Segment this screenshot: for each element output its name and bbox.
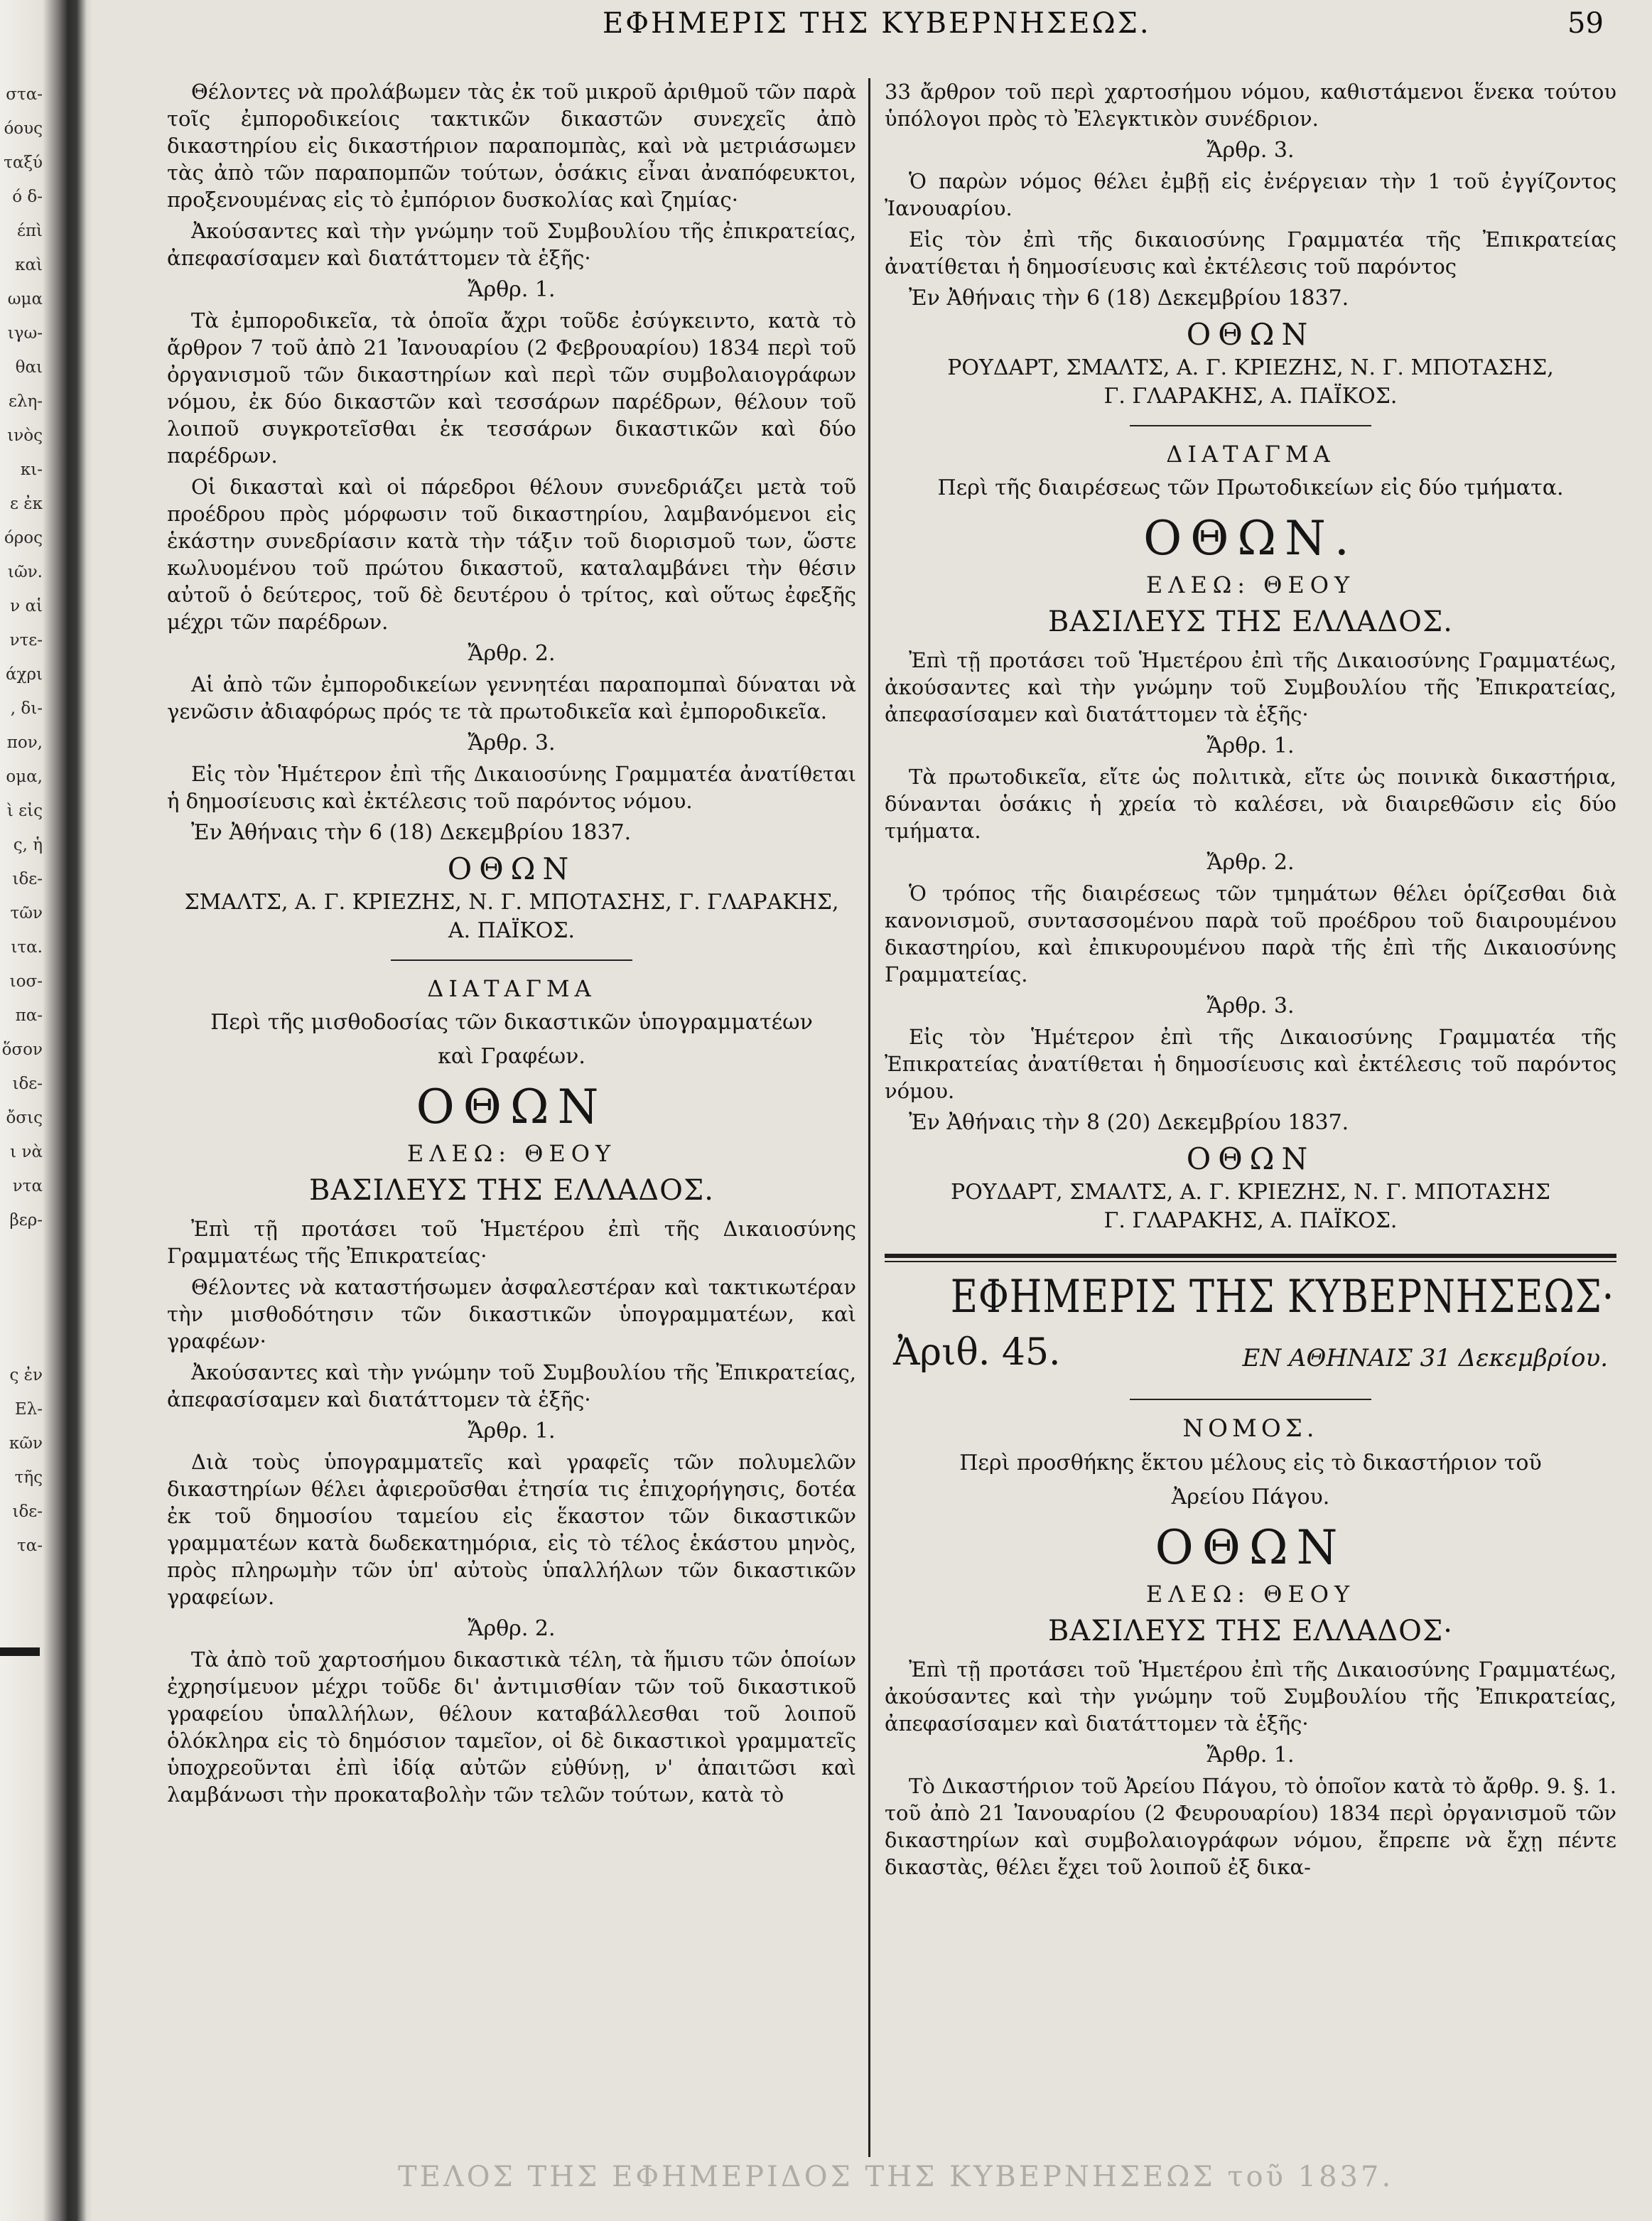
gutter-fragment: Ελ- xyxy=(14,1400,43,1419)
masthead-rule xyxy=(885,1261,1616,1262)
page-number: 59 xyxy=(1567,7,1604,40)
article-paragraph: Εἰς τὸν ἐπὶ τῆς δικαιοσύνης Γραμματέα τῆς Ἐπικρατείας ἀνατίθεται ἡ δημοσίευσις καὶ ἐκτέλεσις τοῦ παρόντος xyxy=(885,227,1616,279)
gutter-fragment: ιτα. xyxy=(11,938,43,957)
masthead-title: ΕΦΗΜΕΡΙΣ ΤΗΣ ΚΥΒΕΡΝΗΣΕΩΣ· xyxy=(950,1271,1615,1323)
king-signature: ΟΘΩΝ xyxy=(447,851,576,886)
gutter-fragment: βερ- xyxy=(9,1211,43,1230)
gutter-fragment: στα- xyxy=(6,85,43,104)
gutter-fragment: άχρι xyxy=(5,665,43,684)
king-of-greece: ΒΑΣΙΛΕΥΣ ΤΗΣ ΕΛΛΑΔΟΣ· xyxy=(1048,1615,1453,1647)
gutter-fragment: τα- xyxy=(16,1537,43,1555)
show-through-footer: ΤΕΛΟΣ ΤΗΣ ΕΦΗΜΕΡΙΔΟΣ ΤΗΣ ΚΥΒΕΡΝΗΣΕΩΣ τοῦ 1837. xyxy=(398,2161,1394,2193)
gutter-fragment: ι νὰ xyxy=(10,1143,43,1161)
article-heading: Ἄρθρ. 1. xyxy=(1206,1743,1295,1768)
gutter-fragment: , δι- xyxy=(10,699,43,718)
gutter-fragment: ς, ἡ xyxy=(13,836,43,854)
gutter-fragment: όρος xyxy=(4,529,43,547)
gutter-fragment: πα- xyxy=(15,1006,43,1025)
issue-row xyxy=(885,1328,1616,1384)
gutter-fragment: ιδε- xyxy=(12,870,43,888)
gutter-fragment: πον, xyxy=(6,733,43,752)
decree-subject: Περὶ τῆς διαιρέσεως τῶν Πρωτοδικείων εἰς δύο τμήματα. xyxy=(937,475,1564,500)
gutter-fragment: ν αἱ xyxy=(10,597,43,615)
gutter-fragment: όους xyxy=(4,119,43,138)
masthead-rule xyxy=(885,1254,1616,1258)
signatories-line: Γ. ΓΛΑΡΑΚΗΣ, Α. ΠΑΪΚΟΣ. xyxy=(1103,384,1398,409)
law-title: ΝΟΜΟΣ. xyxy=(1182,1414,1319,1443)
king-signature: ΟΘΩΝ xyxy=(1186,317,1315,352)
gutter-fragment: κι- xyxy=(20,461,43,479)
intro-paragraph: Ἀκούσαντες καὶ τὴν γνώμην τοῦ Συμβουλίου τῆς ἐπικρατείας, ἀπεφασίσαμεν καὶ διατάττομεν τὰ ἑξῆς· xyxy=(167,219,856,270)
article-paragraph: Ὁ τρόπος τῆς διαιρέσεως τῶν τμημάτων θέλει ὁρίζεσθαι διὰ κανονισμοῦ, συντασσομένου παρὰ τοῦ προέδρου τοῦ διαιρουμένου δικαστηρίου, καὶ ἐπικυρουμένου παρὰ τῆς ἐπὶ τῆς Δικαιοσύνης Γραμματείας. xyxy=(885,881,1616,986)
gutter-fragment: ιῶν. xyxy=(7,563,43,581)
issue-number: Ἀριθ. 45. xyxy=(893,1331,1061,1374)
gutter-fragment: ωμα xyxy=(7,290,43,308)
king-name: ΟΘΩΝ xyxy=(1155,1520,1346,1575)
gutter-fragment: τῆς xyxy=(14,1468,43,1487)
gutter-fragment: ινὸς xyxy=(7,426,43,445)
article-heading: Ἄρθρ. 2. xyxy=(468,1616,556,1641)
section-rule xyxy=(1130,425,1371,426)
gutter-fragment: θαι xyxy=(15,358,43,377)
decree-paragraph: Θέλοντες νὰ καταστήσωμεν ἀσφαλεστέραν καὶ τακτικωτέραν τὴν μισθοδότησιν τῶν δικαστικῶν ὑπογραμματέων, καὶ γραφέων· xyxy=(167,1275,856,1353)
gutter-fragment: ιοσ- xyxy=(9,972,43,991)
decree-paragraph: Ἀκούσαντες καὶ τὴν γνώμην τοῦ Συμβουλίου τῆς Ἐπικρατείας, ἀπεφασίσαμεν καὶ διατάττομεν τὰ ἑξῆς· xyxy=(167,1360,856,1411)
gutter-fragment: ελη- xyxy=(8,392,43,411)
king-name: ΟΘΩΝ xyxy=(416,1080,608,1134)
article-paragraph: Αἱ ἀπὸ τῶν ἐμποροδικείων γεννητέαι παραπομπαὶ δύναται νὰ γενῶσιν ἀδιαφόρως πρός τε τὰ πρωτοδικεῖα καὶ ἐμποροδικεῖα. xyxy=(167,672,856,724)
gutter-fragment: ιδε- xyxy=(12,1502,43,1521)
article-heading: Ἄρθρ. 1. xyxy=(468,1419,556,1443)
gutter-fragment: ὄσις xyxy=(6,1109,43,1127)
gutter-fragment: ὅσον xyxy=(1,1040,43,1059)
article-heading: Ἄρθρ. 3. xyxy=(1206,138,1295,163)
law-paragraph: Ἐπὶ τῇ προτάσει τοῦ Ἡμετέρου ἐπὶ τῆς Δικαιοσύνης Γραμματέως, ἀκούσαντες καὶ τὴν γνώμην τοῦ Συμβουλίου τῆς Ἐπικρατείας, ἀπεφασίσαμεν καὶ διατάττομεν τὰ ἑξῆς· xyxy=(885,1657,1616,1736)
article-heading: Ἄρθρ. 2. xyxy=(1206,850,1295,875)
article-paragraph: Διὰ τοὺς ὑπογραμματεῖς καὶ γραφεῖς τῶν πολυμελῶν δικαστηρίων θέλει ἀφιεροῦσθαι ἐτησία τις ἐπιχορήγησις, δοτέα ἐκ τοῦ δημοσίου ταμείου εἰς ἕκαστον τῶν δικαστικῶν γραμματέων κατὰ δωδεκατημόρια, εἰς τὸ τέλος ἑκάστου μηνὸς, πρὸς πληρωμὴν τῶν ὑπ' αὐτοὺς ὑπαλλήλων τῶν δικαστικῶν γραφείων. xyxy=(167,1450,856,1609)
gutter-fragment: τῶν xyxy=(10,904,43,923)
issue-date: ΕΝ ΑΘΗΝΑΙΣ 31 Δεκεμβρίου. xyxy=(1242,1344,1608,1372)
gutter-fragment: ὶ εἰς xyxy=(6,802,43,820)
gutter-fragment: κῶν xyxy=(9,1434,43,1453)
king-name: ΟΘΩΝ. xyxy=(1143,511,1358,566)
gutter-mark xyxy=(0,1647,40,1656)
gutter-fragment: ντε- xyxy=(9,631,43,650)
decree-title: ΔΙΑΤΑΓΜΑ xyxy=(427,975,596,1002)
signatories-line: ΡΟΥΔΑΡΤ, ΣΜΑΛΤΣ, Α. Γ. ΚΡΙΕΖΗΣ, Ν. Γ. ΜΠΟΤΑΣΗΣ xyxy=(951,1180,1550,1205)
decree-paragraph: Ἐπὶ τῇ προτάσει τοῦ Ἡμετέρου ἐπὶ τῆς Δικαιοσύνης Γραμματέως τῆς Ἐπικρατείας· xyxy=(167,1217,856,1268)
gutter-fragment: ντα xyxy=(12,1177,43,1195)
signatories-line: ΣΜΑΛΤΣ, Α. Γ. ΚΡΙΕΖΗΣ, Ν. Γ. ΜΠΟΤΑΣΗΣ, Γ. ΓΛΑΡΑΚΗΣ, xyxy=(184,890,839,915)
decree-date: Ἐν Ἀθήναις τὴν 6 (18) Δεκεμβρίου 1837. xyxy=(909,286,1349,311)
by-grace-of-god: ΕΛΕΩ: ΘΕΟΥ xyxy=(1145,1581,1356,1608)
gutter-fragment: ιγω- xyxy=(7,324,43,343)
by-grace-of-god: ΕΛΕΩ: ΘΕΟΥ xyxy=(1145,571,1356,598)
decree-title: ΔΙΑΤΑΓΜΑ xyxy=(1166,441,1335,468)
article-heading: Ἄρθρ. 3. xyxy=(1206,994,1295,1018)
gutter-fragment: ε ἐκ xyxy=(10,495,43,513)
decree-subject: καὶ Γραφέων. xyxy=(438,1044,585,1069)
decree-date: Ἐν Ἀθήναις τὴν 8 (20) Δεκεμβρίου 1837. xyxy=(909,1110,1349,1135)
article-paragraph: Τὰ πρωτοδικεῖα, εἴτε ὡς πολιτικὰ, εἴτε ὡς ποινικὰ δικαστήρια, δύνανται ὁσάκις ἡ χρεία τὸ καλέσει, νὰ διαιρεθῶσιν εἰς δύο τμήματα. xyxy=(885,765,1616,843)
king-of-greece: ΒΑΣΙΛΕΥΣ ΤΗΣ ΕΛΛΑΔΟΣ. xyxy=(1048,606,1453,638)
article-paragraph: Τὰ ἐμποροδικεῖα, τὰ ὁποῖα ἄχρι τοῦδε ἐσύγκειντο, κατὰ τὸ ἄρθρον 7 τοῦ ἀπὸ 21 Ἰανουαρίου (2 Φεβρουαρίου) 1834 περὶ τοῦ ὀργανισμοῦ τῶν δικαστηρίων καὶ περὶ τῶν συμβολαιογράφων νόμου, ἐκ δύο δικαστῶν καὶ τεσσάρων παρέδρων, θέλουν τοῦ λοιποῦ συγκροτεῖσθαι ἐκ τεσσάρων δικαστικῶν καὶ δύο παρέδρων. xyxy=(167,308,856,468)
article-paragraph: Τὰ ἀπὸ τοῦ χαρτοσήμου δικαστικὰ τέλη, τὰ ἥμισυ τῶν ὁποίων ἐχρησίμευον μέχρι τοῦδε δι' ἀντιμισθίαν τῶν τοῦ δικαστικοῦ γραφείου ὑπαλλήλων, θέλουν καταβάλλεσθαι τοῦ λοιποῦ ὁλόκληρα εἰς τὸ δημόσιον ταμεῖον, οἱ δὲ δικαστικοὶ γραμματεῖς ὑποχρεοῦνται ἐπὶ ἰδίᾳ αὐτῶν εὐθύνῃ, ν' ἀπαιτῶσι καὶ λαμβάνωσι τὴν προκαταβολὴν τῶν τελῶν τούτων, κατὰ τὸ xyxy=(167,1647,856,1807)
right-column xyxy=(885,78,1616,1885)
law-subject: Περὶ προσθήκης ἕκτου μέλους εἰς τὸ δικαστήριον τοῦ xyxy=(959,1451,1542,1475)
continued-paragraph: 33 ἄρθρον τοῦ περὶ χαρτοσήμου νόμου, καθιστάμενοι ἕνεκα τούτου ὑπόλογοι πρὸς τὸ Ἐλεγκτικὸν συνέδριον. xyxy=(885,80,1616,131)
article-heading: Ἄρθρ. 3. xyxy=(468,731,556,755)
king-signature: ΟΘΩΝ xyxy=(1186,1141,1315,1176)
gutter-fragment: ό δ- xyxy=(12,188,43,206)
decree-date: Ἐν Ἀθήναις τὴν 6 (18) Δεκεμβρίου 1837. xyxy=(191,820,632,845)
signatories-line: ΡΟΥΔΑΡΤ, ΣΜΑΛΤΣ, Α. Γ. ΚΡΙΕΖΗΣ, Ν. Γ. ΜΠΟΤΑΣΗΣ, xyxy=(947,355,1554,380)
signatories-line: Α. ΠΑΪΚΟΣ. xyxy=(448,918,576,943)
article-heading: Ἄρθρ. 1. xyxy=(468,277,556,302)
article-paragraph: Τὸ Δικαστήριον τοῦ Ἀρείου Πάγου, τὸ ὁποῖον κατὰ τὸ ἄρθρ. 9. §. 1. τοῦ ἀπὸ 21 Ἰανουαρίου (2 Φευρουαρίου) 1834 περὶ ὀργανισμοῦ τῶν δικαστηρίων καὶ συμβολαιογράφων νόμου, ἔπρεπε νὰ ἔχῃ πέντε δικαστὰς, θέλει ἔχει τοῦ λοιποῦ ἐξ δικα- xyxy=(885,1774,1616,1879)
by-grace-of-god: ΕΛΕΩ: ΘΕΟΥ xyxy=(406,1140,617,1167)
gutter-fragment: καὶ xyxy=(15,256,43,274)
article-heading: Ἄρθρ. 2. xyxy=(468,641,556,666)
gutter-fragment: ομα, xyxy=(6,768,43,786)
gutter-fragment: ταξύ xyxy=(4,154,43,172)
article-paragraph: Εἰς τὸν Ἡμέτερον ἐπὶ τῆς Δικαιοσύνης Γραμματέα τῆς Ἐπικρατείας ἀνατίθεται ἡ δημοσίευσις καὶ ἐκτέλεσις τοῦ παρόντος νόμου. xyxy=(885,1025,1616,1103)
gutter-fragment: έπὶ xyxy=(16,222,43,240)
column-divider xyxy=(868,78,870,2157)
left-column xyxy=(167,78,856,1812)
decree-subject: Περὶ τῆς μισθοδοσίας τῶν δικαστικῶν ὑπογραμματέων xyxy=(210,1010,813,1035)
article-paragraph: Οἱ δικασταὶ καὶ οἱ πάρεδροι θέλουν συνεδριάζει μετὰ τοῦ προέδρου πρὸς μόρφωσιν τοῦ δικαστηρίου, λαμβανόμενοι εἰς ἑκάστην συνεδρίασιν κατὰ τὴν τάξιν τοῦ διορισμοῦ των, ὥστε κωλυομένου τοῦ πρώτου δικαστοῦ, καταλαμβάνει τὴν θέσιν αὐτοῦ ὁ δεύτερος, τοῦ δὲ δευτέρου ὁ τρίτος, καὶ οὕτως ἐφεξῆς μέχρι τῶν παρέδρων. xyxy=(167,475,856,634)
running-header: ΕΦΗΜΕΡΙΣ ΤΗΣ ΚΥΒΕΡΝΗΣΕΩΣ. xyxy=(603,7,1151,40)
article-paragraph: Εἰς τὸν Ἡμέτερον ἐπὶ τῆς Δικαιοσύνης Γραμματέα ἀνατίθεται ἡ δημοσίευσις καὶ ἐκτέλεσις τοῦ παρόντος νόμου. xyxy=(167,762,856,813)
section-rule xyxy=(391,959,632,961)
gutter-fragment: ιδε- xyxy=(12,1075,43,1093)
article-paragraph: Ὁ παρὼν νόμος θέλει ἐμβῇ εἰς ἐνέργειαν τὴν 1 τοῦ ἐγγίζοντος Ἰανουαρίου. xyxy=(885,169,1616,220)
decree-paragraph: Ἐπὶ τῇ προτάσει τοῦ Ἡμετέρου ἐπὶ τῆς Δικαιοσύνης Γραμματέως, ἀκούσαντες καὶ τὴν γνώμην τοῦ Συμβουλίου τῆς Ἐπικρατείας, ἀπεφασίσαμεν καὶ διατάττομεν τὰ ἑξῆς· xyxy=(885,648,1616,726)
king-of-greece: ΒΑΣΙΛΕΥΣ ΤΗΣ ΕΛΛΑΔΟΣ. xyxy=(309,1174,714,1207)
gutter-fragment: ς ἐν xyxy=(9,1366,43,1384)
signatories-line: Γ. ΓΛΑΡΑΚΗΣ, Α. ΠΑΪΚΟΣ. xyxy=(1103,1208,1398,1233)
law-subject: Ἀρείου Πάγου. xyxy=(1171,1485,1330,1510)
article-heading: Ἄρθρ. 1. xyxy=(1206,733,1295,758)
section-rule xyxy=(1130,1399,1371,1400)
intro-paragraph: Θέλοντες νὰ προλάβωμεν τὰς ἐκ τοῦ μικροῦ ἀριθμοῦ τῶν παρὰ τοῖς ἐμποροδικείοις τακτικῶν δικαστῶν συνεχεῖς ἀπὸ δικαστηρίου εἰς δικαστήριον παραπομπὰς, καὶ νὰ μετριάσωμεν τὰς ἀπὸ τῶν παραπομπῶν τούτων, ὁσάκις εἶναι ἀναπόφευκτοι, προξενουμένας εἰς τὸ ἐμπόριον δυσκολίας καὶ ζημίας· xyxy=(167,80,856,212)
